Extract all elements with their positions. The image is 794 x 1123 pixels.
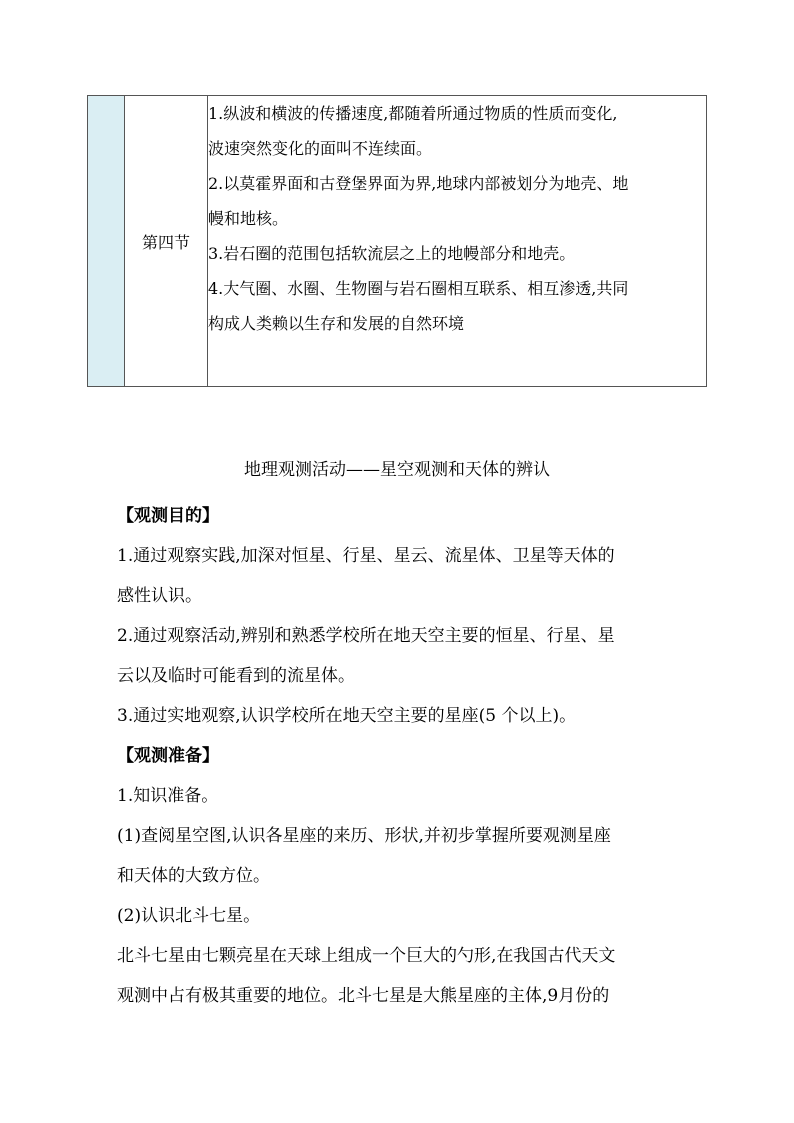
content-line: 构成人类赖以生存和发展的自然环境 [208, 314, 465, 333]
summary-table [87, 95, 707, 387]
section-heading: 【观测准备】 [117, 746, 219, 766]
shaded-cell [88, 96, 125, 387]
body-line: (1)查阅星空图,认识各星座的来历、形状,并初步掌握所要观测星座 [117, 826, 611, 846]
content-line: 4.大气圈、水圈、生物圈与岩石圈相互联系、相互渗透,共同 [208, 279, 629, 298]
body-line: 1.知识准备。 [117, 786, 219, 806]
section-cell: 第四节 [125, 96, 208, 387]
content-line: 1.纵波和横波的传播速度,都随着所通过物质的性质而变化, [208, 104, 618, 123]
activity-title: 地理观测活动——星空观测和天体的辨认 [244, 460, 550, 480]
table-row [88, 96, 707, 387]
body-line: 3.通过实地观察,认识学校所在地天空主要的星座(5 个以上)。 [117, 706, 577, 726]
body-line: 北斗七星由七颗亮星在天球上组成一个巨大的勺形,在我国古代天文 [117, 946, 616, 966]
body-line: 观测中占有极其重要的地位。北斗七星是大熊星座的主体,9月份的 [117, 986, 610, 1006]
body-line: 云以及临时可能看到的流星体。 [117, 666, 355, 686]
body-line: (2)认识北斗七星。 [117, 906, 261, 926]
content-line: 3.岩石圈的范围包括软流层之上的地幔部分和地壳。 [208, 244, 576, 263]
body-line: 1.通过观察实践,加深对恒星、行星、星云、流星体、卫星等天体的 [117, 546, 615, 566]
content-line: 幔和地核。 [208, 209, 289, 228]
section-heading: 【观测目的】 [117, 506, 219, 526]
content-cell [208, 96, 707, 387]
activity-body [117, 496, 679, 1016]
body-line: 感性认识。 [117, 586, 202, 606]
body-line: 和天体的大致方位。 [117, 866, 270, 886]
content-line: 波速突然变化的面叫不连续面。 [208, 139, 433, 158]
body-line: 2.通过观察活动,辨别和熟悉学校所在地天空主要的恒星、行星、星 [117, 626, 615, 646]
content-line: 2.以莫霍界面和古登堡界面为界,地球内部被划分为地壳、地 [208, 174, 629, 193]
